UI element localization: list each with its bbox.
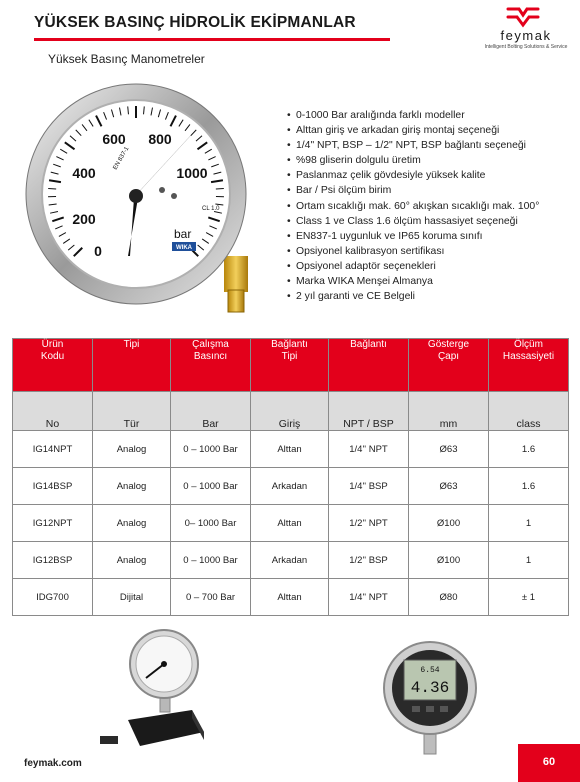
gauge-tick [216,188,224,189]
table-cell: 0 – 1000 Bar [171,542,251,579]
table-cell: 0 – 700 Bar [171,579,251,616]
feature-item: • Ortam sıcaklığı mak. 60° akışkan sıcaklığı mak. 100° [287,199,539,214]
feature-item: • Opsiyonel adaptör seçenekleri [287,259,539,274]
table-cell: Arkadan [251,468,329,505]
feature-item: • Class 1 ve Class 1.6 ölçüm hassasiyet seçeneği [287,214,539,229]
table-units-row [13,392,569,431]
column-header: Gösterge Çapı [409,339,489,392]
title-underline [34,38,390,41]
table-cell: 1 [489,505,569,542]
table-cell: 1 [489,542,569,579]
table-cell: 0– 1000 Bar [171,505,251,542]
gauge-brand-label: WIKA [176,245,192,251]
table-cell: Analog [93,505,171,542]
feature-item: • 2 yıl garanti ve CE Belgeli [287,289,539,304]
table-row [13,505,569,542]
feature-item: • 0-1000 Bar aralığında farklı modeller [287,108,539,123]
table-cell: 0 – 1000 Bar [171,468,251,505]
column-header: Tipi [93,339,171,392]
gauge-needle-hub [129,189,143,203]
small-gauge-hub [161,661,167,667]
table-header-row [13,339,569,392]
unit-cell: Bar [171,392,251,431]
unit-cell: Giriş [251,392,329,431]
analog-pressure-gauge-image [24,78,272,316]
gauge-unit-label: bar [174,227,192,241]
feature-item: • Paslanmaz çelik gövdesiyle yüksek kalite [287,168,539,183]
scale-label: 1000 [176,165,208,181]
unit-cell: mm [409,392,489,431]
table-cell: Arkadan [251,542,329,579]
digital-stem [424,732,436,754]
lcd-main-reading: 4.36 [410,679,450,697]
table-cell: 1.6 [489,468,569,505]
table-cell: 1/2'' NPT [329,505,409,542]
scale-label: 0 [94,243,102,259]
gauge-with-adaptor-image [100,628,250,756]
table-cell: Ø80 [409,579,489,616]
page-title: YÜKSEK BASINÇ HİDROLİK EKİPMANLAR [34,14,356,31]
table-cell: Ø63 [409,431,489,468]
table-cell: Alttan [251,505,329,542]
table-cell: Dijital [93,579,171,616]
table-cell: 1/2'' BSP [329,542,409,579]
table-cell: IG14BSP [13,468,93,505]
unit-cell: class [489,392,569,431]
feature-item: • %98 gliserin dolgulu üretim [287,153,539,168]
feature-item: • Bar / Psi ölçüm birim [287,183,539,198]
table-cell: 1/4'' BSP [329,468,409,505]
table-cell: 1/4'' NPT [329,579,409,616]
table-cell: Alttan [251,431,329,468]
table-cell: Ø100 [409,542,489,579]
table-cell: 1/4'' NPT [329,431,409,468]
scale-label: 800 [148,131,172,147]
digital-button [412,706,420,712]
section-subtitle: Yüksek Basınç Manometreler [48,52,205,66]
table-row [13,542,569,579]
table-cell: Ø100 [409,505,489,542]
feature-item: • EN837-1 uygunluk ve IP65 koruma sınıfı [287,229,539,244]
table-cell: IDG700 [13,579,93,616]
logo-tagline: Intelligent Bolting Solutions & Service [484,44,568,50]
column-header: Bağlantı Tipi [251,339,329,392]
table-cell: 0 – 1000 Bar [171,431,251,468]
page-number: 60 [542,756,556,768]
digital-button [426,706,434,712]
lcd-top-reading: 6.54 [420,666,440,675]
brass-fitting [224,256,248,292]
digital-button [440,706,448,712]
gauge-class-label: CL 1.0 [202,206,220,212]
table-cell: Alttan [251,579,329,616]
table-cell: Ø63 [409,468,489,505]
column-header: Bağlantı [329,339,409,392]
logo-wordmark: feymak [500,28,552,43]
unit-cell: Tür [93,392,171,431]
digital-pressure-gauge-image [380,640,480,756]
table-cell: Analog [93,542,171,579]
gauge-screw [171,193,177,199]
table-cell: Analog [93,431,171,468]
table-cell: IG12NPT [13,505,93,542]
gauge-screw [159,187,165,193]
brass-thread [228,290,244,312]
gauge-tick [48,188,56,189]
table-cell: ± 1 [489,579,569,616]
unit-cell: NPT / BSP [329,392,409,431]
scale-label: 200 [72,211,96,227]
company-logo [478,6,574,52]
spec-table [12,338,569,616]
table-row [13,468,569,505]
column-header: Ürün Kodu [13,339,93,392]
footer-website: feymak.com [24,758,82,769]
table-cell: 1.6 [489,431,569,468]
table-cell: IG12BSP [13,542,93,579]
feature-list [287,108,539,304]
feature-item: • Marka WIKA Menşei Almanya [287,274,539,289]
scale-label: 400 [72,165,96,181]
adaptor-port [100,736,118,744]
column-header: Ölçüm Hassasiyeti [489,339,569,392]
column-header: Çalışma Basıncı [171,339,251,392]
gauge-standard-label: EN 837-1 [112,146,131,171]
table-cell: IG14NPT [13,431,93,468]
scale-label: 600 [102,131,126,147]
feymak-logo-icon [506,6,540,28]
feature-item: • 1/4" NPT, BSP – 1/2" NPT, BSP bağlantı seçeneği [287,138,539,153]
table-cell: Analog [93,468,171,505]
table-row [13,431,569,468]
table-row [13,579,569,616]
feature-item: • Opsiyonel kalibrasyon sertifikası [287,244,539,259]
feature-item: • Alttan giriş ve arkadan giriş montaj seçeneği [287,123,539,138]
unit-cell: No [13,392,93,431]
